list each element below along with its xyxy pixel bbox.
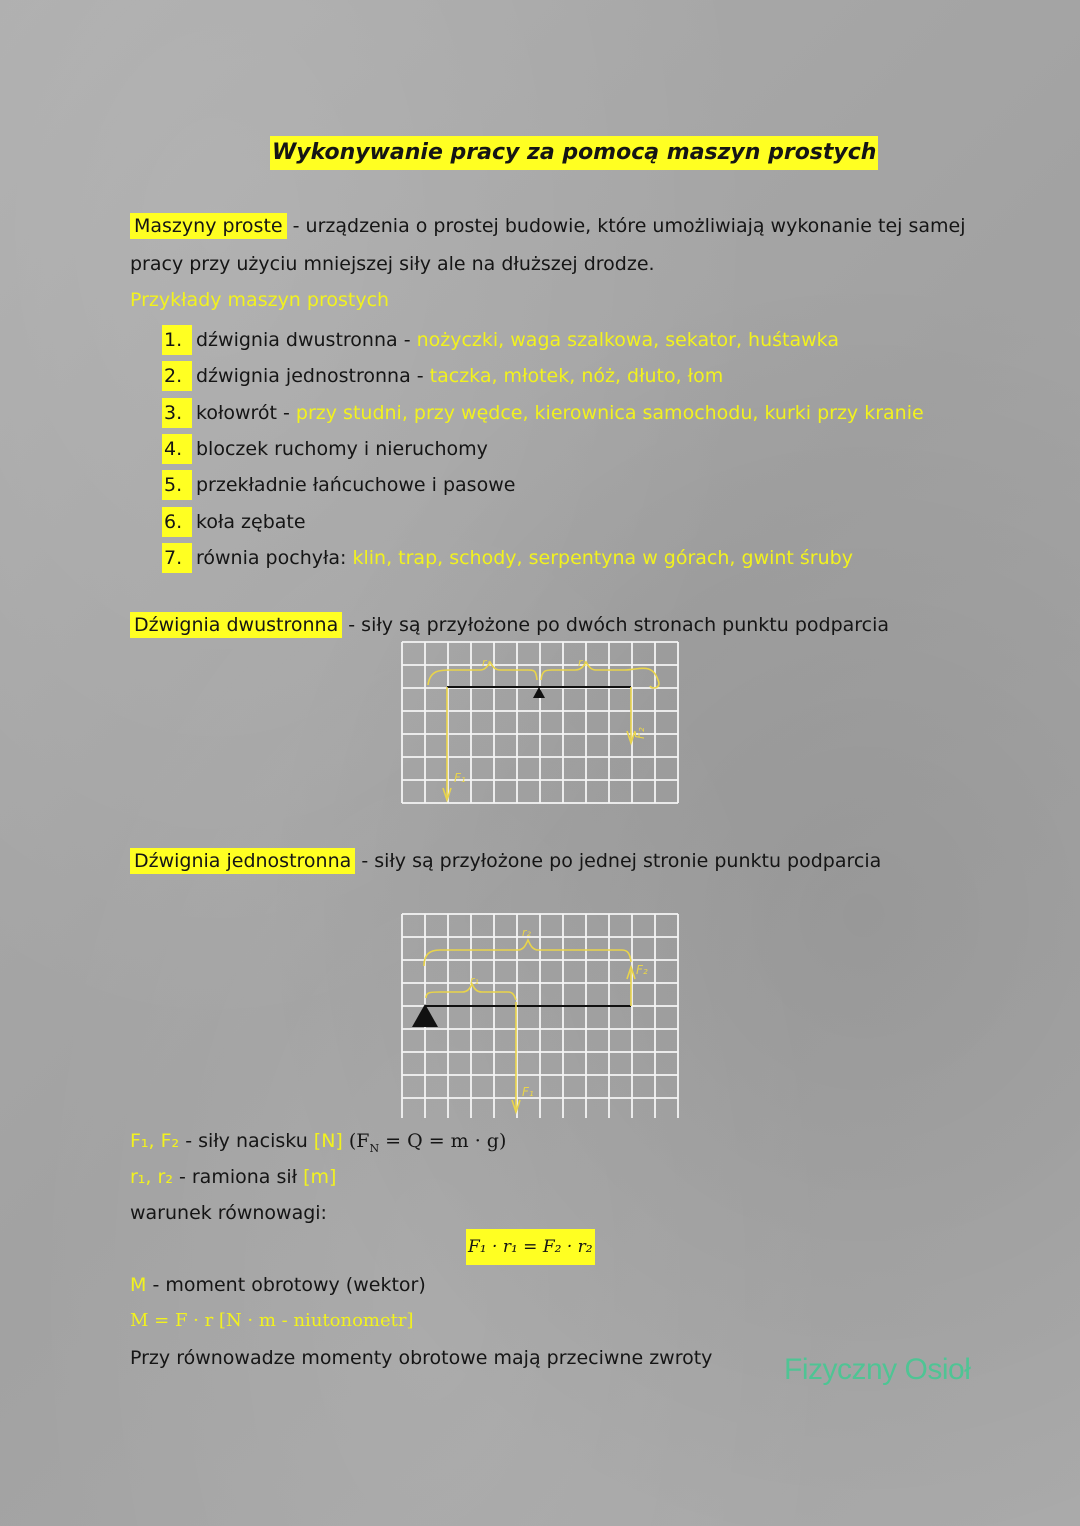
example-item	[162, 503, 924, 539]
example-name: przekładnie łańcuchowe i pasowe	[196, 474, 516, 497]
example-number: 2.	[162, 361, 192, 391]
one-sided-heading	[130, 849, 881, 873]
arms-symbol: r₁, r₂	[130, 1166, 173, 1188]
page-title: Wykonywanie pracy za pomocą maszyn prostych	[270, 136, 878, 170]
moment-text: - moment obrotowy (wektor)	[146, 1274, 426, 1296]
example-item	[162, 467, 924, 503]
definition-term: Maszyny proste	[130, 213, 287, 239]
example-separator: -	[410, 365, 430, 388]
arm-r2-brace	[541, 662, 659, 688]
forces-symbol: F₁, F₂	[130, 1130, 180, 1152]
definition-line-1	[130, 214, 966, 238]
forces-unit: [N]	[313, 1130, 343, 1152]
example-detail: nożyczki, waga szalkowa, sekator, huśtawka	[416, 329, 839, 352]
fulcrum-icon	[412, 1004, 438, 1027]
one-sided-lever-diagram	[400, 912, 680, 1120]
watermark-logo: Fizyczny Osioł	[784, 1353, 971, 1386]
grid-background	[402, 914, 678, 1118]
moment-formula: M = F · r [N · m - niutonometr]	[130, 1310, 414, 1331]
moment-symbol: M	[130, 1274, 147, 1296]
example-item	[162, 322, 924, 358]
example-number: 4.	[162, 434, 192, 464]
example-number: 1.	[162, 325, 192, 355]
example-detail: przy studni, przy wędce, kierownica samochodu, kurki przy kranie	[295, 401, 924, 424]
example-detail: klin, trap, schody, serpentyna w górach, gwint śruby	[352, 546, 853, 569]
force-f2-label: F₂	[636, 963, 648, 977]
two-sided-text: - siły są przyłożone po dwóch stronach punktu podparcia	[348, 614, 890, 636]
arm-r1-label: r₁	[482, 656, 491, 669]
example-name: koła zębate	[196, 510, 306, 533]
two-sided-lever-diagram	[400, 640, 680, 805]
example-detail: taczka, młotek, nóż, dłuto, łom	[429, 365, 724, 388]
equilibrium-formula: F₁ · r₁ = F₂ · r₂	[466, 1229, 595, 1265]
examples-heading: Przykłady maszyn prostych	[130, 289, 390, 311]
example-name: dźwignia dwustronna	[196, 329, 398, 352]
arm-r2-label: r₂	[578, 656, 587, 669]
example-item	[162, 358, 924, 394]
one-sided-text: - siły są przyłożone po jednej stronie punktu podparcia	[361, 850, 882, 872]
example-separator: -	[276, 401, 296, 424]
examples-list	[162, 322, 924, 576]
example-name: równia pochyła:	[196, 546, 347, 569]
definition-text-1: - urządzenia o prostej budowie, które umożliwiają wykonanie tej samej	[292, 215, 966, 237]
arm-r1-label: r₁	[470, 974, 479, 987]
arm-r2-label: r₂	[522, 926, 531, 939]
example-name: dźwignia jednostronna	[196, 365, 411, 388]
example-number: 3.	[162, 398, 192, 428]
force-f2-label: F₂	[633, 727, 647, 739]
forces-text: - siły nacisku	[179, 1130, 314, 1152]
example-name: kołowrót	[196, 401, 277, 424]
arms-text: - ramiona sił	[172, 1166, 304, 1188]
two-sided-term: Dźwignia dwustronna	[130, 612, 342, 638]
force-f1-label: F₁	[522, 1085, 534, 1099]
example-item	[162, 395, 924, 431]
equilibrium-label: warunek równowagi:	[130, 1202, 327, 1224]
force-f1-label: F₁	[454, 771, 466, 785]
example-item	[162, 540, 924, 576]
arms-unit: [m]	[303, 1166, 337, 1188]
example-number: 7.	[162, 543, 192, 573]
moment-definition	[130, 1273, 426, 1297]
legend-forces	[130, 1129, 506, 1161]
example-number: 6.	[162, 507, 192, 537]
legend-arms	[130, 1165, 336, 1189]
example-number: 5.	[162, 470, 192, 500]
example-item	[162, 431, 924, 467]
closing-statement: Przy równowadze momenty obrotowe mają przeciwne zwroty	[130, 1347, 713, 1369]
forces-formula: $(F_N = Q = m \cdot g)$	[342, 1130, 507, 1155]
arm-r2-brace	[424, 940, 631, 966]
grid-background	[402, 642, 678, 803]
two-sided-heading	[130, 613, 889, 637]
definition-text-2: pracy przy użyciu mniejszej siły ale na dłuższej drodze.	[130, 253, 655, 275]
example-name: bloczek ruchomy i nieruchomy	[196, 438, 488, 461]
example-separator: -	[397, 329, 417, 352]
one-sided-term: Dźwignia jednostronna	[130, 848, 355, 874]
